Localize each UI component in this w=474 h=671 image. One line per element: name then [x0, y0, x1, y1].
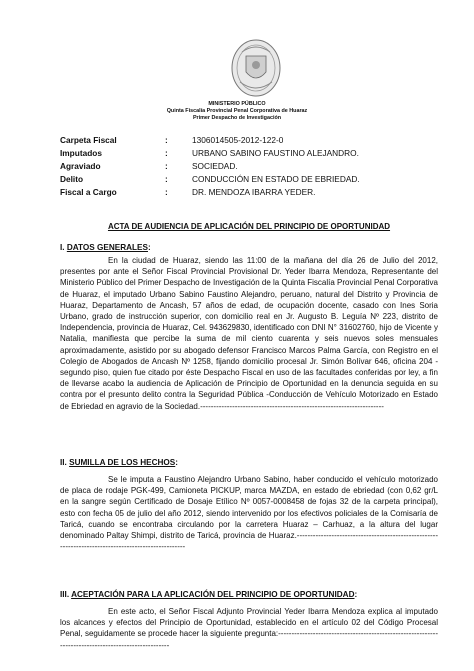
section-suffix: :: [354, 590, 358, 599]
case-info-value: CONDUCCIÓN EN ESTADO DE EBRIEDAD.: [192, 174, 360, 184]
case-info-value: SOCIEDAD.: [192, 161, 238, 171]
case-info-row: [60, 147, 360, 160]
section-number: II.: [60, 458, 67, 467]
case-info-label: Carpeta Fiscal: [60, 135, 117, 145]
paragraph-sumilla: [60, 474, 438, 552]
section-number: III.: [60, 590, 70, 599]
paragraph-datos-generales: [60, 255, 438, 412]
case-info-row: [60, 134, 360, 147]
case-info-label: Imputados: [60, 148, 102, 158]
section-heading-aceptacion: [60, 590, 357, 599]
case-info-colon: :: [165, 174, 168, 184]
fiscalia-name: Quinta Fiscalía Provincial Penal Corporativa de Huaraz: [166, 108, 308, 114]
case-info-row: [60, 186, 360, 199]
section-title: ACEPTACIÓN PARA LA APLICACIÓN DEL PRINCIPIO DE OPORTUNIDAD: [71, 590, 355, 599]
case-info-value: DR. MENDOZA IBARRA YEDER.: [192, 187, 316, 197]
section-title: DATOS GENERALES: [66, 243, 148, 252]
paragraph-aceptacion: [60, 606, 438, 651]
paragraph-text: Se le imputa a Faustino Alejandro Urbano Sabino, haber conducido el vehículo motorizado de placa de rodaje PGK-499, Camioneta PICKUP, marca MAZDA, en estado de ebriedad (con 0,62 gr/L en la sangre según Certificado de Dosaje Etílico Nº 0057-0008458 de fojas 32 de la carpeta principal), esto con fecha 05 de julio del año 2012, siendo intervenido por los efectivos policiales de la Comisaría de Taricá, cuando se encontraba circulando por la carretera Huaraz – Carhuaz, a la altura del lugar denominado Paltay Shimpi, distrito de Taricá, provincia de Huaraz.----------------------------------------------------------------------------------------------------: [60, 475, 438, 552]
ministerio-publico-seal-icon: [230, 38, 282, 98]
section-suffix: :: [175, 458, 178, 467]
section-heading-sumilla: [60, 458, 178, 467]
paragraph-text: En este acto, el Señor Fiscal Adjunto Provincial Yeder Ibarra Mendoza explica al imputado los alcances y efectos del Principio de Oportunidad, establecido en el artículo 02 del Código Procesal Penal, seguidamente se procede hacer la siguiente pregunta:-----------------------------------------------------------------------------------------------------: [60, 607, 438, 650]
despacho-name: Primer Despacho de Investigación: [192, 115, 282, 121]
paragraph-text: En la ciudad de Huaraz, siendo las 11:00 de la mañana del día 26 de Julio del 2012, presentes por ante el Señor Fiscal Provincial Provisional Dr. Yeder Ibarra Mendoza, Representante del Ministerio Público del Primer Despacho de Investigación de la Quinta Fiscalía Provincial Penal Corporativa de Huaraz, el imputado Urbano Sabino Faustino Alejandro, peruano, natural del Distrito y Provincia de Huaraz, Departamento de Ancash, 57 años de edad, de ocupación docente, casado con Ines Soria Urbano, grado de instrucción superior, con domicilio real en Jr. Augusto B. Leguía Nº 223, distrito de Independencia, provincia de Huaraz, Cel. 943629830, identificado con DNI N° 31602760, hijo de Vicente y Natalia, manifiesta que percibe la suma de mil ciento cuarenta y seis nuevos soles mensuales aproximadamente, asistido por su abogado defensor Francisco Marcos Palma García, con Registro en el Colegio de Abogados de Ancash Nº 1258, fijando domicilio procesal Jr. Simón Bolívar 646, oficina 204 - segundo piso, quien fue citado por éste Despacho Fiscal en uso de las facultades conferidas por ley, a fin de llevarse acabo la audiencia de Aplicación de Principio de Oportunidad en la denuncia seguida en su contra por el presunto delito contra la Seguridad Pública -Conducción de Vehículo Motorizado en Estado de Ebriedad en agravio de la Sociedad.---------------------------------------------------------------------: [60, 256, 438, 411]
case-info-colon: :: [165, 135, 168, 145]
section-title: SUMILLA DE LOS HECHOS: [69, 458, 176, 467]
case-info-label: Delito: [60, 174, 84, 184]
case-info-block: [60, 134, 360, 199]
document-title: ACTA DE AUDIENCIA DE APLICACIÓN DEL PRINCIPIO DE OPORTUNIDAD: [107, 222, 391, 231]
section-number: I.: [60, 243, 65, 252]
institution-name: MINISTERIO PÚBLICO: [208, 101, 266, 107]
section-suffix: :: [147, 243, 151, 252]
case-info-label: Fiscal a Cargo: [60, 187, 117, 197]
case-info-colon: :: [165, 161, 168, 171]
case-info-row: [60, 173, 360, 186]
case-info-row: [60, 160, 360, 173]
section-heading-datos-generales: [60, 243, 151, 252]
case-info-colon: :: [165, 187, 168, 197]
case-info-label: Agraviado: [60, 161, 101, 171]
case-info-colon: :: [165, 148, 168, 158]
case-info-value: 1306014505-2012-122-0: [192, 135, 284, 145]
case-info-value: URBANO SABINO FAUSTINO ALEJANDRO.: [192, 148, 359, 158]
